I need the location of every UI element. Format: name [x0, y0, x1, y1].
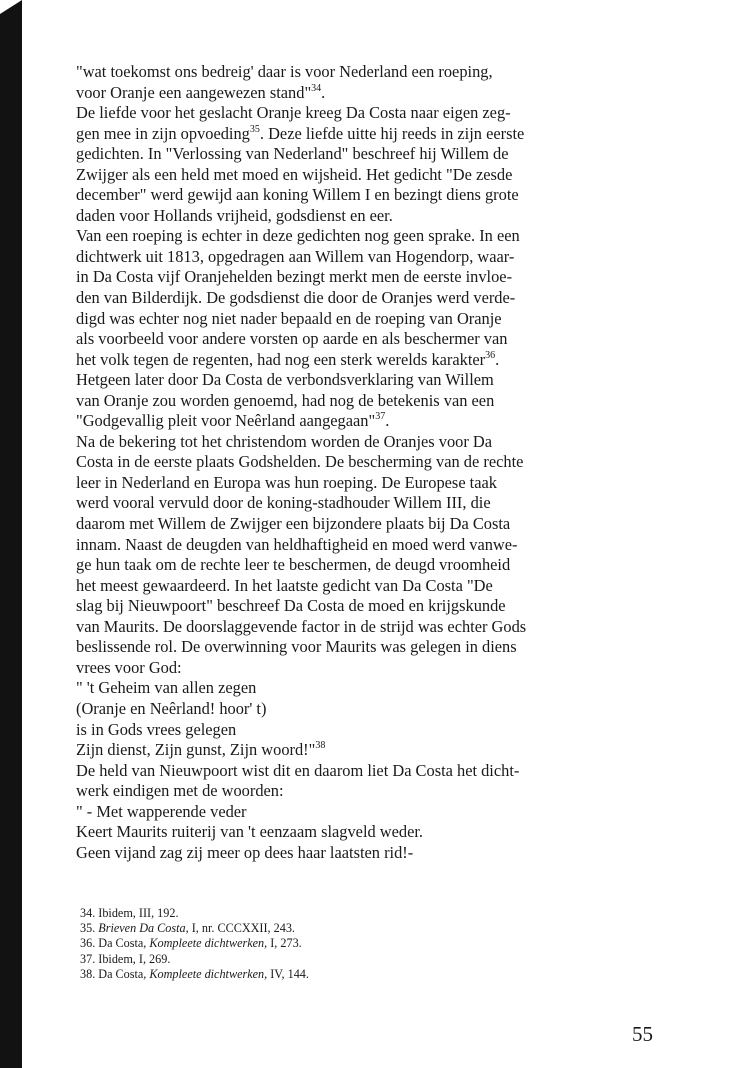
text-line: De liefde voor het geslacht Oranje kreeg Da Costa naar eigen zeg- [76, 103, 511, 123]
scan-edge-bar [0, 0, 22, 1068]
footnote [80, 906, 600, 921]
text-line: december" werd gewijd aan koning Willem I en bezingt diens grote [76, 185, 519, 205]
text-line: daarom met Willem de Zwijger een bijzondere plaats bij Da Costa [76, 514, 511, 534]
footnote-title: Kompleete dichtwerken, [149, 936, 268, 951]
footnote-ref: 36 [485, 349, 496, 361]
text-fragment: voor Oranje een aangewezen stand" [76, 82, 312, 102]
quote-line: (Oranje en Neêrland! hoor' t) [76, 698, 267, 718]
footnote-ref: 34 [311, 82, 322, 94]
text-line [76, 411, 662, 432]
quote-line: " - Met wapperende veder [76, 801, 247, 821]
footnote-number: 37. [80, 951, 99, 966]
footnote-text: Ibidem, I, 269. [98, 951, 171, 966]
footnote-number: 34. [80, 906, 99, 920]
footnote-ref: 37 [375, 411, 386, 423]
footnote [80, 921, 600, 936]
footnote-ref: 35 [249, 123, 260, 135]
text-line: in Da Costa vijf Oranjehelden bezingt merkt men de eerste invloe- [76, 267, 513, 287]
text-line: den van Bilderdijk. De godsdienst die door de Oranjes werd verde- [76, 288, 516, 308]
text-line: Costa in de eerste plaats Godshelden. De bescherming van de rechte [76, 452, 524, 472]
text-line: innam. Naast de deugden van heldhaftigheid en moed werd vanwe- [76, 534, 518, 554]
text-line: Na de bekering tot het christendom worden de Oranjes voor Da [76, 431, 493, 451]
text-fragment: het volk tegen de regenten, had nog een sterk werelds karakter [76, 349, 486, 369]
text-fragment: Zijn dienst, Zijn gunst, Zijn woord!" [76, 740, 316, 760]
footnote-number: 35. [80, 921, 99, 936]
text-line: leer in Nederland en Europa was hun roeping. De Europese taak [76, 472, 497, 492]
text-line: Zwijger als een held met moed en wijsheid. Het gedicht "De zesde [76, 164, 513, 184]
footnote-text: Da Costa, [98, 966, 150, 981]
quote-line [76, 740, 662, 761]
text-line: "wat toekomst ons bedreig' daar is voor Nederland een roeping, [76, 62, 493, 81]
scan-edge-notch [0, 0, 22, 14]
footnote-number: 36. [80, 936, 99, 951]
footnote [80, 936, 600, 951]
text-line: digd was echter nog niet nader bepaald en de roeping van Oranje [76, 308, 502, 328]
text-line: De held van Nieuwpoort wist dit en daarom liet Da Costa het dicht- [76, 760, 520, 780]
text-line: werd vooral vervuld door de koning-stadhouder Willem III, die [76, 493, 491, 513]
text-line: Hetgeen later door Da Costa de verbondsverklaring van Willem [76, 370, 494, 390]
text-line: als voorbeeld voor andere vorsten op aarde en als beschermer van [76, 329, 508, 349]
text-line: ge hun taak om de rechte leer te beschermen, de deugd vroomheid [76, 555, 511, 575]
text-line: van Oranje zou worden genoemd, had nog de betekenis van een [76, 390, 495, 410]
text-line: werk eindigen met de woorden: [76, 781, 284, 801]
text-fragment: . [385, 411, 390, 431]
footnote-number: 38. [80, 966, 99, 981]
text-line [76, 124, 662, 145]
footnote-text: Da Costa, [98, 936, 150, 951]
text-line: voor Oranje een aangewezen stand"$^{34}$. [76, 82, 326, 102]
quote-line: is in Gods vrees gelegen [76, 719, 237, 739]
text-line: daden voor Hollands vrijheid, godsdienst en eer. [76, 205, 393, 225]
footnote-text: Ibidem, III, 192. [98, 906, 179, 920]
text-line: slag bij Nieuwpoort" beschreef Da Costa de moed en krijgskunde [76, 596, 506, 616]
body-text [76, 62, 662, 863]
footnote-title: Brieven Da Costa, [98, 921, 189, 936]
text-line: vrees voor God: [76, 657, 182, 677]
text-fragment: . Deze liefde uitte hij reeds in zijn eerste [259, 123, 525, 143]
text-line: beslissende rol. De overwinning voor Maurits was gelegen in diens [76, 637, 517, 657]
footnote-text: IV, 144. [267, 966, 309, 981]
footnote-text: I, 273. [267, 936, 302, 951]
text-fragment: . [495, 349, 500, 369]
footnote-text: I, nr. CCCXXII, 243. [188, 921, 295, 936]
quote-line: " 't Geheim van allen zegen [76, 678, 257, 698]
text-line: dichtwerk uit 1813, opgedragen aan Willem van Hogendorp, waar- [76, 246, 515, 266]
footnotes [80, 906, 600, 982]
text-line: Van een roeping is echter in deze gedichten nog geen sprake. In een [76, 226, 520, 246]
footnote-title: Kompleete dichtwerken, [149, 966, 268, 981]
footnote [80, 952, 600, 967]
page-number: 55 [632, 1022, 653, 1046]
quote-line: Geen vijand zag zij meer op dees haar laatsten rid!- [76, 842, 414, 862]
text-fragment: "Godgevallig pleit voor Neêrland aangegaan" [76, 411, 376, 431]
footnote-ref: 38 [315, 740, 326, 752]
text-line: van Maurits. De doorslaggevende factor in de strijd was echter Gods [76, 616, 527, 636]
text-line: gedichten. In "Verlossing van Nederland" beschreef hij Willem de [76, 144, 509, 164]
quote-line: Keert Maurits ruiterij van 't eenzaam slagveld weder. [76, 822, 424, 842]
text-line [76, 350, 662, 371]
text-line: het meest gewaardeerd. In het laatste gedicht van Da Costa "De [76, 575, 493, 595]
text-fragment: gen mee in zijn opvoeding [76, 123, 250, 143]
footnote [80, 967, 600, 982]
